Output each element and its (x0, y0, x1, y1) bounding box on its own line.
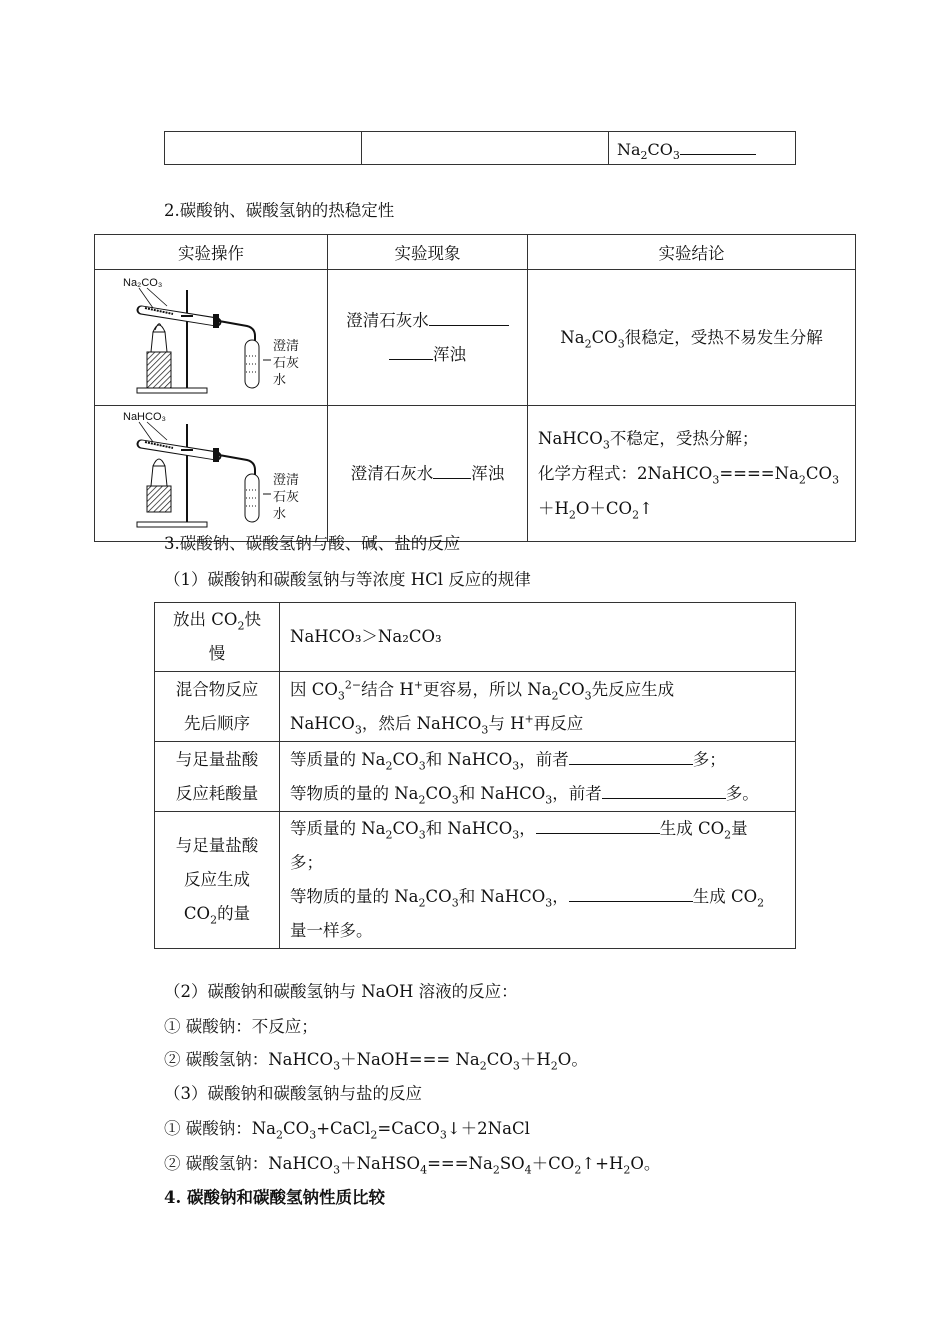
section3-sub3-line1: ① 碳酸钠：$Na_2CO_3+CaCl_2=CaCO_3↓+2NaCl$ (164, 1119, 530, 1142)
section4-heading: 4. 碳酸钠和碳酸氢钠性质比较 (164, 1188, 385, 1207)
section3-sub2-line2: ② 碳酸氢钠：NaHCO$_3$＋NaOH=== $Na_2CO_3+H_2O$。 (164, 1050, 588, 1073)
limewater-label-2: 石灰 (273, 356, 300, 371)
section3-heading: 3.碳酸钠、碳酸氢钠与酸、碱、盐的反应 (164, 534, 461, 553)
row-value: 等质量的 $Na_2CO_3$和 NaHCO$_3$， 生成 $CO_2$量 多； 等物质的量的 $Na_2CO_3$和 NaHCO$_3$， 生成 $CO_2$ 量一样多。 (280, 812, 796, 949)
heating-apparatus-image (95, 270, 325, 401)
thermal-stability-table (94, 234, 856, 542)
top-table-cell: $Na_2CO_3$ (609, 132, 796, 165)
header-conclusion: 实验结论 (528, 235, 856, 270)
apparatus-cell (95, 406, 328, 542)
limewater-label-3: 水 (273, 373, 287, 388)
limewater-label-3: 水 (273, 507, 287, 522)
top-table-cell (362, 132, 609, 165)
row-value: 因 $CO_3^{2-}$结合 H+更容易，所以 $Na_2CO_3$先反应生成 NaHCO$_3$，然后 NaHCO$_3$与 H+再反应 (280, 672, 796, 742)
phenomenon-cell: 澄清石灰水 浑浊 (328, 406, 528, 542)
header-phenomenon: 实验现象 (328, 235, 528, 270)
row-label: 与足量盐酸 反应耗酸量 (155, 742, 280, 812)
compound-label: NaHCO₃ (123, 411, 166, 423)
phenomenon-cell: 澄清石灰水 浑浊 (328, 270, 528, 406)
compound-label: Na₂CO₃ (123, 277, 163, 289)
section3-sub2-line1: ① 碳酸钠：不反应； (164, 1017, 318, 1036)
top-table-cell (165, 132, 362, 165)
row-label: 混合物反应 先后顺序 (155, 672, 280, 742)
section3-sub1: （1）碳酸钠和碳酸氢钠与等浓度 HCl 反应的规律 (164, 570, 531, 589)
top-table (164, 131, 796, 165)
conclusion-cell: $Na_2CO_3$很稳定，受热不易发生分解 (528, 270, 856, 406)
section3-sub3: （3）碳酸钠和碳酸氢钠与盐的反应 (164, 1084, 422, 1103)
section2-heading: 2.碳酸钠、碳酸氢钠的热稳定性 (164, 201, 395, 220)
section3-sub2: （2）碳酸钠和碳酸氢钠与 NaOH 溶液的反应： (164, 982, 518, 1001)
limewater-label-1: 澄清 (273, 473, 300, 488)
heating-apparatus-image (95, 406, 325, 537)
row-label: 放出 $CO_2$快 慢 (155, 603, 280, 672)
hcl-reaction-table (154, 602, 796, 949)
apparatus-cell (95, 270, 328, 406)
section3-sub3-line2: ② 碳酸氢钠：$NaHCO_3+NaHSO_4===Na_2SO_4+CO_2↑+H_2O$。 (164, 1154, 661, 1177)
header-operation: 实验操作 (95, 235, 328, 270)
row-label: 与足量盐酸 反应生成 $CO_2$的量 (155, 812, 280, 949)
limewater-label-2: 石灰 (273, 490, 300, 505)
row-value: NaHCO₃＞Na₂CO₃ (280, 603, 796, 672)
limewater-label-1: 澄清 (273, 339, 300, 354)
row-value: 等质量的 $Na_2CO_3$和 NaHCO$_3$，前者 多； 等物质的量的 $Na_2CO_3$和 NaHCO$_3$，前者 多。 (280, 742, 796, 812)
conclusion-cell: NaHCO$_3$不稳定，受热分解； 化学方程式：$2NaHCO_3====Na_2CO_3$ $+H_2O+CO_2↑$ (528, 406, 856, 542)
